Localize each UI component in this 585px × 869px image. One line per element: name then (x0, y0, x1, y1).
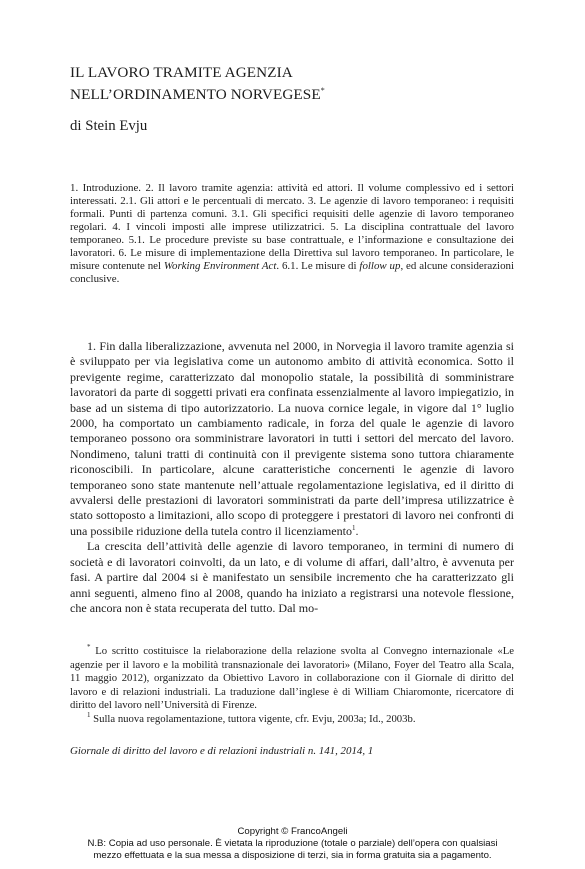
paragraph-1-text: 1. Fin dalla liberalizzazione, avvenuta nel 2000, in Norvegia il lavoro tramite agenzia si è sviluppato per via legislativa come un autonomo ambito di attività economica. Sotto il previgente regime, caratterizzato dal monopolio statale, la possibilità di somministrare lavoratori da parte di soggetti privati era confinata essenzialmente al lavoro impiegatizio, in base ad un sistema di tipo autorizzatorio. La nuova cornice legale, in vigore dal 1° luglio 2000, ha comportato un cambiamento radicale, in forza del quale le agenzie di lavoro temporaneo possono ora somministrare lavoratori in tutti i settori del mercato del lavoro. Nondimeno, taluni tratti di continuità con il previgente sistema sono tuttora chiaramente riconoscibili. In particolare, alcune caratteristiche concernenti le agenzie di lavoro temporaneo sono state mantenute nell’attuale regolamentazione legislativa, ed il diritto di avvalersi delle prestazioni di lavoratori somministrati da parte dell’impresa utilizzatrice è stato sottoposto a limitazioni, allo scopo di proteggere i prestatori di lavoro nei confronti di una possibile riduzione della tutela contro il licenziamento (70, 339, 514, 538)
footnote-1-text: Sulla nuova regolamentazione, tuttora vigente, cfr. Evju, 2003a; Id., 2003b. (93, 712, 416, 725)
author-byline: di Stein Evju (70, 118, 148, 134)
summary-text-2: . 6.1. Le misure di (276, 260, 360, 272)
footnote-star-mark: * (87, 643, 91, 651)
body-paragraph-1 (70, 339, 514, 539)
title-line-1: IL LAVORO TRAMITE AGENZIA (70, 64, 293, 81)
summary-text-3: , ed alcune considerazioni conclusive. (70, 260, 514, 285)
copyright-notice (0, 826, 585, 862)
title-footnote-mark: * (320, 86, 325, 95)
summary-italic-1: Working Environment Act (163, 260, 277, 272)
table-of-contents-summary (70, 182, 514, 286)
journal-reference: Giornale di diritto del lavoro e di relazioni industriali n. 141, 2014, 1 (70, 745, 374, 757)
footnote-star (70, 645, 514, 713)
article-title (70, 64, 450, 104)
title-line-2 (70, 82, 450, 104)
footnote-1-mark: 1 (87, 710, 91, 719)
paragraph-1-end: . (355, 523, 359, 538)
summary-italic-2: follow up (359, 260, 401, 272)
footnote-star-text: Lo scritto costituisce la rielaborazione della relazione svolta al Convegno internazionale «Le agenzie per il lavoro e la mobilità transnazionale dei lavoratori» (Milano, Foyer del Teatro alla Scala, 11 maggio 2012), organizzato da Obiettivo Lavoro in collaborazione con il Giornale di diritto del lavoro e di relazioni industriali. La traduzione dall’inglese è di William Chiaromonte, ricercatore di diritto del lavoro nell’Università di Firenze. (70, 645, 514, 711)
copyright-line-1: Copyright © FrancoAngeli (237, 826, 348, 837)
footnote-ref-1: 1 (352, 523, 356, 532)
article-body (70, 339, 514, 616)
footnote-1 (70, 710, 514, 727)
summary-text-1: 1. Introduzione. 2. Il lavoro tramite agenzia: attività ed attori. Il volume complessivo ed i settori interessati. 2.1. Gli attori e le percentuali di mercato. 3. Le agenzie di lavoro temporaneo: i requisiti formali. Punti di partenza comuni. 3.1. Gli specifici requisiti delle agenzie di lavoro temporaneo regolari. 4. I vincoli imposti alle imprese utilizzatrici. 5. La disciplina contrattuale del lavoro temporaneo. 5.1. Le procedure previste su base contrattuale, e l’informazione e consultazione dei lavoratori. 6. Le misure di implementazione della Direttiva sul lavoro temporaneo. In particolare, le misure contenute nel (70, 182, 514, 272)
title-line-2-text: NELL’ORDINAMENTO NORVEGESE (70, 86, 321, 103)
copyright-line-3: mezzo effettuata e la sua messa a disposizione di terzi, sia in forma gratuita sia a pagamento. (93, 850, 492, 861)
footnotes (70, 645, 514, 726)
body-paragraph-2: La crescita dell’attività delle agenzie di lavoro temporaneo, in termini di numero di società e di lavoratori coinvolti, da un lato, e di volume di affari, dall’altro, è avvenuta per fasi. A partire dal 2004 si è manifestato un sensibile incremento che ha caratterizzato gli anni seguenti, almeno fino al 2008, quando ha iniziato a registrarsi una notevole flessione, che ancora non è stata recuperata del tutto. Dal mo- (70, 539, 514, 615)
copyright-line-2: N.B: Copia ad uso personale. È vietata la riproduzione (totale o parziale) dell’opera con qualsiasi (87, 838, 498, 849)
